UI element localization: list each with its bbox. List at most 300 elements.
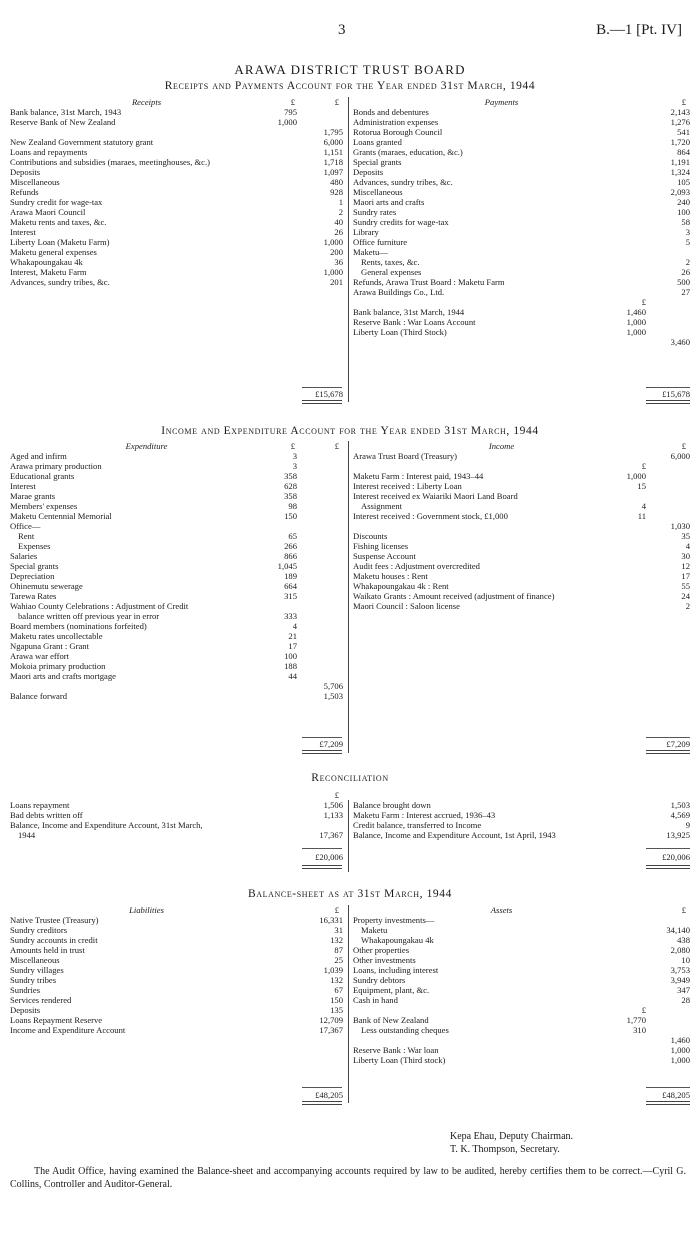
receipts-total: £15,678 [315,389,343,399]
ledger-label: Advances, sundry tribes, &c. [10,277,110,287]
total-rule [646,387,690,388]
currency-symbol: £ [334,790,339,800]
ledger-label: Interest [10,227,36,237]
ledger-label: Marae grants [10,491,56,501]
ledger-row [10,187,343,197]
ledger-subamount: 100 [284,651,297,661]
column-divider [348,905,349,1103]
ledger-label: Assignment [361,501,403,511]
reconciliation-left [10,790,343,840]
ledger-amount: 1,191 [670,157,690,167]
ledger-subamount: £ [641,461,646,471]
ledger-amount: 928 [330,187,343,197]
ledger-row [10,541,343,551]
ledger-amount: 12,709 [319,1015,343,1025]
ledger-row [10,621,343,631]
ledger-label: Office furniture [353,237,408,247]
ledger-label: Balance brought down [353,800,431,810]
ledger-label: Reserve Bank : War loan [353,1045,439,1055]
payments-column [353,97,690,347]
ledger-amount: 40 [334,217,343,227]
ledger-row [353,830,690,840]
ledger-amount: 1,039 [323,965,343,975]
ledger-amount: 3,753 [670,965,690,975]
double-rule [646,865,690,869]
ledger-label: Miscellaneous [353,187,403,197]
ledger-row [353,451,690,461]
ledger-row [10,671,343,681]
ledger-label: Whakapoungakau 4k : Rent [353,581,449,591]
expenditure-column [10,441,343,701]
currency-symbol: £ [334,905,339,915]
ledger-row [10,641,343,651]
ledger-amount: 105 [677,177,690,187]
ledger-row [353,167,690,177]
ledger-amount: 1,506 [323,800,343,810]
ledger-amount: 2,143 [670,107,690,117]
ledger-amount: 2 [685,601,690,611]
ledger-row [10,985,343,995]
ledger-amount: 1,030 [670,521,690,531]
ledger-row [353,1005,690,1015]
ledger-label: Maketu rates uncollectable [10,631,103,641]
ledger-row [10,661,343,671]
ledger-label: Bad debts written off [10,810,83,820]
payments-total: £15,678 [662,389,690,399]
ledger-label: Deposits [10,167,41,177]
ledger-row [10,561,343,571]
ledger-row [10,591,343,601]
ledger-row [10,691,343,701]
ledger-row [10,491,343,501]
ledger-row [353,107,690,117]
ledger-row [353,237,690,247]
assets-column [353,905,690,1065]
ledger-row [353,127,690,137]
liabilities-list [10,915,343,1035]
ledger-row [10,820,343,830]
ledger-row [10,995,343,1005]
ledger-label: Refunds, Arawa Trust Board : Maketu Farm [353,277,505,287]
ledger-amount: 12 [681,561,690,571]
ledger-row [10,147,343,157]
ledger-label: Loans repayment [10,800,70,810]
ledger-label: Maori arts and crafts mortgage [10,671,116,681]
ledger-row [353,247,690,257]
ledger-label: Maori Council : Saloon license [353,601,460,611]
ledger-amount: 87 [334,945,343,955]
ledger-label: Maketu Centennial Memorial [10,511,112,521]
ledger-amount: 35 [681,531,690,541]
ledger-row [353,491,690,501]
ledger-label: Liberty Loan (Third Stock) [353,327,447,337]
ledger-amount: 34,140 [666,925,690,935]
ledger-subamount: 866 [284,551,297,561]
ledger-row [10,197,343,207]
ledger-row [10,277,343,287]
ledger-subamount: 1,045 [277,561,297,571]
total-rule [302,737,342,738]
ledger-label: Discounts [353,531,388,541]
ledger-row [10,800,343,810]
ledger-row [353,985,690,995]
ledger-amount: 1,503 [323,691,343,701]
ledger-row [10,611,343,621]
total-rule [646,737,690,738]
ledger-label: Library [353,227,379,237]
ledger-label: Maketu general expenses [10,247,97,257]
receipts-list [10,107,343,287]
ledger-amount: 17,367 [319,1025,343,1035]
ledger-row [353,227,690,237]
payments-list [353,107,690,347]
receipts-column [10,97,343,287]
ledger-amount: 100 [677,207,690,217]
ledger-row [10,481,343,491]
ledger-amount: 6,000 [323,137,343,147]
ledger-row [10,157,343,167]
ledger-row [10,830,343,840]
total-rule [646,1087,690,1088]
ledger-label: Rotorua Borough Council [353,127,443,137]
liabilities-heading: Liabilities [129,905,164,915]
ledger-label: Liberty Loan (Maketu Farm) [10,237,110,247]
ledger-subamount: 15 [637,481,646,491]
ledger-label: Services rendered [10,995,72,1005]
ledger-label: Arawa Trust Board (Treasury) [353,451,457,461]
document-reference: B.—1 [Pt. IV] [596,22,682,38]
ledger-amount: 9 [685,820,690,830]
ledger-amount: 2,080 [670,945,690,955]
ledger-amount: 132 [330,975,343,985]
ledger-amount: 25 [334,955,343,965]
ledger-row [353,337,690,347]
ledger-row [353,1025,690,1035]
ledger-label: Less outstanding cheques [361,1025,449,1035]
ledger-amount: 3,460 [670,337,690,347]
ledger-row [353,531,690,541]
ledger-row [353,1045,690,1055]
ledger-label: Sundry rates [353,207,397,217]
ledger-row [10,1025,343,1035]
signature-secretary: T. K. Thompson, Secretary. [450,1144,560,1155]
reconciliation-currency-row [10,790,343,800]
ledger-row [353,277,690,287]
income-heading: Income [488,441,515,451]
currency-symbol: £ [334,441,339,451]
ledger-label: Interest, Maketu Farm [10,267,87,277]
ledger-row [353,287,690,297]
ledger-row [10,257,343,267]
ledger-subamount: 98 [288,501,297,511]
ledger-label: Loans granted [353,137,402,147]
ledger-subamount: 1,460 [626,307,646,317]
ledger-subamount: 3 [292,461,297,471]
total-rule [646,848,690,849]
ledger-subamount: 795 [284,107,297,117]
ledger-row [10,267,343,277]
income-expenditure-account [10,441,690,753]
ledger-amount: 28 [681,995,690,1005]
ledger-amount: 13,925 [666,830,690,840]
assets-list [353,915,690,1065]
ledger-subamount: £ [641,297,646,307]
ledger-label: Maketu rents and taxes, &c. [10,217,107,227]
assets-heading-row [353,905,690,915]
expenditure-total: £7,209 [319,739,343,749]
ledger-label: Educational grants [10,471,75,481]
reconciliation-right [353,800,690,840]
ledger-label: Maketu Farm : Interest accrued, 1936–43 [353,810,496,820]
ledger-label: Grants (maraes, education, &c.) [353,147,463,157]
expenditure-heading: Expenditure [125,441,168,451]
income-list [353,451,690,611]
ledger-subamount: 628 [284,481,297,491]
ledger-row [10,531,343,541]
ledger-row [10,471,343,481]
ledger-row [353,147,690,157]
ledger-row [353,601,690,611]
ledger-amount: 2 [685,257,690,267]
ledger-row [353,117,690,127]
ledger-row [10,207,343,217]
ledger-label: Maori arts and crafts [353,197,425,207]
ledger-label: Board members (nominations forfeited) [10,621,147,631]
ledger-label: Interest received : Liberty Loan [353,481,462,491]
ledger-row [10,137,343,147]
ledger-row [353,551,690,561]
ledger-label: Wahiao County Celebrations : Adjustment of Credit [10,601,189,611]
ledger-label: Arawa war effort [10,651,70,661]
ledger-amount: 1,718 [323,157,343,167]
double-rule [646,1101,690,1105]
ledger-amount: 864 [677,147,690,157]
ledger-row [353,481,690,491]
ledger-row [353,471,690,481]
ledger-row [353,800,690,810]
ledger-amount: 200 [330,247,343,257]
page-header [0,22,700,42]
ledger-amount: 3 [685,227,690,237]
ledger-label: Special grants [10,561,59,571]
ledger-row [353,217,690,227]
receipts-heading-row [10,97,343,107]
ledger-amount: 541 [677,127,690,137]
ledger-row [353,461,690,471]
ledger-label: Bonds and debentures [353,107,429,117]
ledger-label: New Zealand Government statutory grant [10,137,154,147]
expenditure-list [10,451,343,701]
ledger-label: Office— [10,521,41,531]
ledger-label: Balance forward [10,691,68,701]
ledger-amount: 1,000 [323,267,343,277]
ledger-label: Other investments [353,955,416,965]
ledger-row [10,945,343,955]
ledger-label: Arawa Buildings Co., Ltd. [353,287,445,297]
ledger-row [353,137,690,147]
ledger-subamount: 1,000 [626,317,646,327]
ledger-amount: 67 [334,985,343,995]
column-divider [348,800,349,872]
ledger-label: Balance, Income and Expenditure Account, 31st March, [10,820,203,830]
ledger-subamount: 310 [633,1025,646,1035]
ledger-row [10,915,343,925]
income-total: £7,209 [666,739,690,749]
ledger-row [353,561,690,571]
ledger-subamount: 21 [288,631,297,641]
ledger-row [353,995,690,1005]
ledger-row [353,521,690,531]
ledger-label: Loans and repayments [10,147,88,157]
income-expenditure-title: Income and Expenditure Account for the Year ended 31st March, 1944 [161,425,539,437]
ledger-label: Fishing licenses [353,541,409,551]
ledger-row [353,1055,690,1065]
ledger-amount: 26 [334,227,343,237]
ledger-amount: 4,569 [670,810,690,820]
ledger-row [353,945,690,955]
column-divider [348,441,349,753]
ledger-amount: 36 [334,257,343,267]
ledger-amount: 10 [681,955,690,965]
signatures [450,1130,573,1156]
reconciliation-title: Reconciliation [311,772,389,784]
ledger-row [353,511,690,521]
ledger-amount: 1,503 [670,800,690,810]
ledger-label: Arawa Maori Council [10,207,86,217]
ledger-row [353,317,690,327]
currency-symbol: £ [681,905,686,915]
double-rule [302,400,342,404]
ledger-row [10,975,343,985]
ledger-label: Credit balance, transferred to Income [353,820,482,830]
ledger-amount: 26 [681,267,690,277]
ledger-row [353,955,690,965]
ledger-row [353,1015,690,1025]
ledger-row [10,237,343,247]
ledger-label: Cash in hand [353,995,398,1005]
ledger-row [10,501,343,511]
ledger-amount: 480 [330,177,343,187]
currency-symbol: £ [681,97,686,107]
ledger-label: Rents, taxes, &c. [361,257,420,267]
ledger-row [10,1015,343,1025]
ledger-row [353,965,690,975]
ledger-label: Miscellaneous [10,177,60,187]
ledger-row [353,307,690,317]
ledger-row [10,127,343,137]
liabilities-heading-row [10,905,343,915]
ledger-label: Whakapoungakau 4k [10,257,83,267]
ledger-subamount: 664 [284,581,297,591]
ledger-subamount: 44 [288,671,297,681]
ledger-amount: 1,000 [670,1055,690,1065]
ledger-label: Sundry debtors [353,975,406,985]
ledger-amount: 31 [334,925,343,935]
double-rule [302,1101,342,1105]
ledger-row [10,631,343,641]
ledger-amount: 30 [681,551,690,561]
board-title: ARAWA DISTRICT TRUST BOARD [234,62,466,77]
ledger-subamount: 150 [284,511,297,521]
ledger-label: Suspense Account [353,551,416,561]
ledger-row [10,511,343,521]
ledger-amount: 438 [677,935,690,945]
ledger-amount: 1,720 [670,137,690,147]
ledger-amount: 150 [330,995,343,1005]
payments-heading: Payments [484,97,519,107]
ledger-label: Rent [18,531,35,541]
ledger-amount: 240 [677,197,690,207]
ledger-label: Sundry accounts in credit [10,935,98,945]
ledger-subamount: 189 [284,571,297,581]
ledger-label: Liberty Loan (Third stock) [353,1055,446,1065]
ledger-label: Maketu— [353,247,388,257]
ledger-label: Other properties [353,945,410,955]
ledger-row [10,217,343,227]
ledger-label: Reserve Bank : War Loans Account [353,317,476,327]
reconciliation-account [10,790,690,872]
ledger-label: Ngapuna Grant : Grant [10,641,89,651]
ledger-label: Sundry credit for wage-tax [10,197,103,207]
ledger-subamount: 333 [284,611,297,621]
ledger-label: Bank of New Zealand [353,1015,429,1025]
ledger-row [10,925,343,935]
ledger-subamount: 4 [292,621,297,631]
ledger-label: Amounts held in trust [10,945,85,955]
ledger-subamount: 188 [284,661,297,671]
ledger-row [353,591,690,601]
total-rule [302,1087,342,1088]
ledger-row [353,207,690,217]
ledger-subamount: 1,000 [277,117,297,127]
ledger-row [10,571,343,581]
ledger-row [353,975,690,985]
ledger-label: Depreciation [10,571,55,581]
expenditure-heading-row [10,441,343,451]
ledger-row [353,267,690,277]
ledger-row [353,327,690,337]
ledger-label: Maketu [361,925,388,935]
ledger-amount: 201 [330,277,343,287]
ledger-amount: 135 [330,1005,343,1015]
ledger-label: Interest received ex Waiariki Maori Land Board [353,491,518,501]
signature-deputy-chairman: Kepa Ehau, Deputy Chairman. [450,1131,574,1142]
ledger-label: Deposits [10,1005,41,1015]
ledger-label: Bank balance, 31st March, 1944 [353,307,465,317]
ledger-amount: 24 [681,591,690,601]
ledger-row [10,107,343,117]
ledger-label: Salaries [10,551,38,561]
ledger-label: Aged and infirm [10,451,67,461]
assets-heading: Assets [490,905,513,915]
ledger-amount: 1,000 [670,1045,690,1055]
ledger-label: Administration expenses [353,117,439,127]
ledger-row [353,810,690,820]
ledger-row [353,297,690,307]
ledger-label: Whakapoungakau 4k [361,935,434,945]
ledger-label: Maketu houses : Rent [353,571,428,581]
ledger-row [10,955,343,965]
ledger-amount: 5,706 [323,681,343,691]
liabilities-column [10,905,343,1035]
ledger-row [10,965,343,975]
ledger-row [353,187,690,197]
ledger-label: Tarewa Rates [10,591,57,601]
receipts-payments-title: Receipts and Payments Account for the Year ended 31st March, 1944 [164,80,536,92]
ledger-label: Ohinemutu sewerage [10,581,83,591]
ledger-label: Income and Expenditure Account [10,1025,126,1035]
ledger-subamount: 3 [292,451,297,461]
